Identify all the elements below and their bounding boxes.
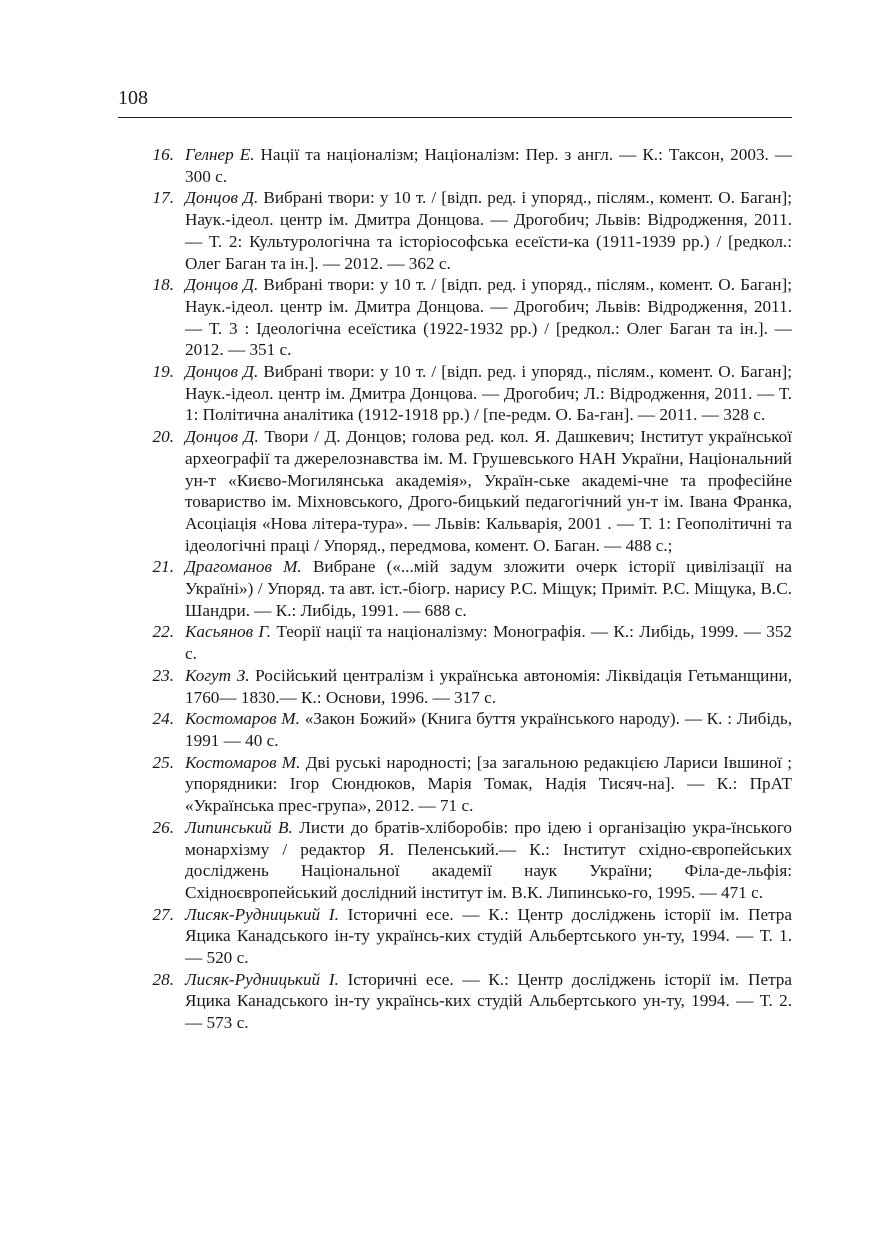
- reference-number: 23.: [152, 665, 174, 685]
- reference-text: Вибране («...мій задум зложити очерк історії цивілізації на Україні») / Упоряд. та авт. іст.-біогр. нарису Р.С. Міщук; Приміт. Р.С. Міщука, В.С. Шандри. — К.: Либідь, 1991. — 688 с.: [185, 557, 792, 620]
- reference-text: Вибрані твори: у 10 т. / [відп. ред. і упоряд., післям., комент. О. Баган]; Наук.-ідеол. центр ім. Дмитра Донцова. — Дрогобич; Львів: Відродження, 2011. — Т. 2: Культурологічна та історіософська есеїсти-ка (1911-1939 рр.) / [редкол.: Олег Баган та ін.]. — 2012. — 362 с.: [185, 188, 792, 273]
- reference-item: [118, 708, 792, 751]
- reference-author: Донцов Д.: [185, 188, 259, 208]
- reference-number: 27.: [152, 904, 174, 924]
- reference-item: [118, 187, 792, 274]
- reference-item: [118, 752, 792, 817]
- reference-text: Історичні есе. — К.: Центр досліджень історії ім. Петра Яцика Канадського ін-ту українсь-ких студій Альбертського ун-ту, 1994. — Т. 2. — 573 с.: [185, 969, 793, 1033]
- reference-item: [118, 361, 792, 426]
- reference-item: [118, 274, 792, 361]
- reference-author: Липинський В.: [185, 817, 293, 837]
- reference-number: 28.: [152, 969, 174, 989]
- reference-number: 22.: [152, 622, 174, 642]
- reference-author: Гелнер Е.: [185, 145, 255, 164]
- reference-text: Листи до братів-хліборобів: про ідею і організацію укра-їнського монархізму / редактор Я. Пеленський.— К.: Інститут східно-європейських досліджень Національної академії наук України; Філа-де-льфія: Східноєвропейський дослідний інститут ім. В.К. Липинсько-го, 1995. — 471 с.: [185, 817, 793, 902]
- reference-item: [118, 556, 792, 621]
- reference-item: [118, 969, 792, 1034]
- reference-text: Вибрані твори: у 10 т. / [відп. ред. і упоряд., післям., комент. О. Баган]; Наук.-ідеол. центр ім. Дмитра Донцова. — Дрогобич; Л.: Відродження, 2011. — Т. 1: Політична аналітика (1912-1918 рр.) / [пе-редм. О. Ба-ган]. — 2011. — 328 с.: [185, 362, 792, 425]
- reference-author: Донцов Д.: [185, 362, 259, 382]
- reference-author: Лисяк-Рудницький І.: [185, 969, 339, 989]
- page-number: 108: [118, 87, 148, 109]
- reference-number: 19.: [152, 362, 174, 382]
- reference-author: Касьянов Г.: [185, 622, 272, 642]
- reference-item: [118, 904, 792, 969]
- reference-number: 20.: [152, 427, 174, 447]
- reference-number: 26.: [152, 817, 174, 837]
- reference-text: Дві руські народності; [за загальною редакцією Лариси Івшиної ; упорядники: Ігор Сюндюков, Марія Томак, Надія Тисяч-на]. — К.: ПрАТ «Українська прес-група», 2012. — 71 с.: [185, 752, 792, 816]
- reference-author: Костомаров М.: [185, 752, 301, 772]
- reference-text: Твори / Д. Донцов; голова ред. кол. Я. Дашкевич; Інститут української археографії та джерелознавства ім. М. Грушевського НАН України, Національний ун-т «Києво-Могилянська академія», Україн-ське академі-чне та професійне товариство ім. Міхновського, Дрого-бицький педагогічний ун-т ім. Івана Франка, Асоціація «Нова літера-тура». — Львів: Кальварія, 2001 . — Т. 1: Геополітичні та ідеологічні праці / Упоряд., передмова, комент. О. Баган. — 488 с.;: [185, 427, 793, 555]
- reference-text: Нації та націоналізм; Націоналізм: Пер. з англ. — К.: Таксон, 2003. — 300 с.: [185, 145, 793, 186]
- reference-number: 25.: [152, 752, 174, 772]
- reference-text: Російський централізм і українська автономія: Ліквідація Гетьманщини, 1760— 1830.— К.: Основи, 1996. — 317 с.: [185, 665, 793, 707]
- reference-author: Лисяк-Рудницький І.: [185, 904, 339, 924]
- reference-item: [118, 621, 792, 664]
- reference-number: 21.: [152, 557, 174, 577]
- reference-author: Донцов Д.: [185, 427, 259, 447]
- reference-item: [118, 665, 792, 708]
- reference-item: [118, 426, 792, 556]
- reference-item: [118, 817, 792, 904]
- reference-text: Теорії нації та націоналізму: Монографія. — К.: Либідь, 1999. — 352 с.: [185, 622, 793, 664]
- header-rule: [118, 117, 792, 118]
- reference-author: Костомаров М.: [185, 709, 300, 729]
- reference-number: 24.: [152, 709, 174, 729]
- reference-number: 18.: [152, 275, 174, 295]
- reference-text: Історичні есе. — К.: Центр досліджень історії ім. Петра Яцика Канадського ін-ту українсь-ких студій Альбертського ун-ту, 1994. — Т. 1. — 520 с.: [185, 904, 793, 968]
- reference-author: Донцов Д.: [185, 275, 259, 295]
- reference-item: [118, 144, 792, 187]
- reference-number: 16.: [152, 145, 174, 164]
- reference-author: Драгоманов М.: [185, 557, 302, 577]
- reference-author: Когут З.: [185, 665, 250, 685]
- reference-text: Вибрані твори: у 10 т. / [відп. ред. і упоряд., післям., комент. О. Баган]; Наук.-ідеол. центр ім. Дмитра Донцова. — Дрогобич; Львів: Відродження, 2011. — Т. 3 : Ідеологічна есеїстика (1922-1932 рр.) / [редкол.: Олег Баган та ін.]. — 2012. — 351 с.: [185, 275, 792, 360]
- reference-text: «Закон Божий» (Книга буття українського народу). — К. : Либідь, 1991 — 40 с.: [185, 709, 792, 750]
- reference-list: [118, 144, 792, 1034]
- reference-number: 17.: [152, 188, 174, 208]
